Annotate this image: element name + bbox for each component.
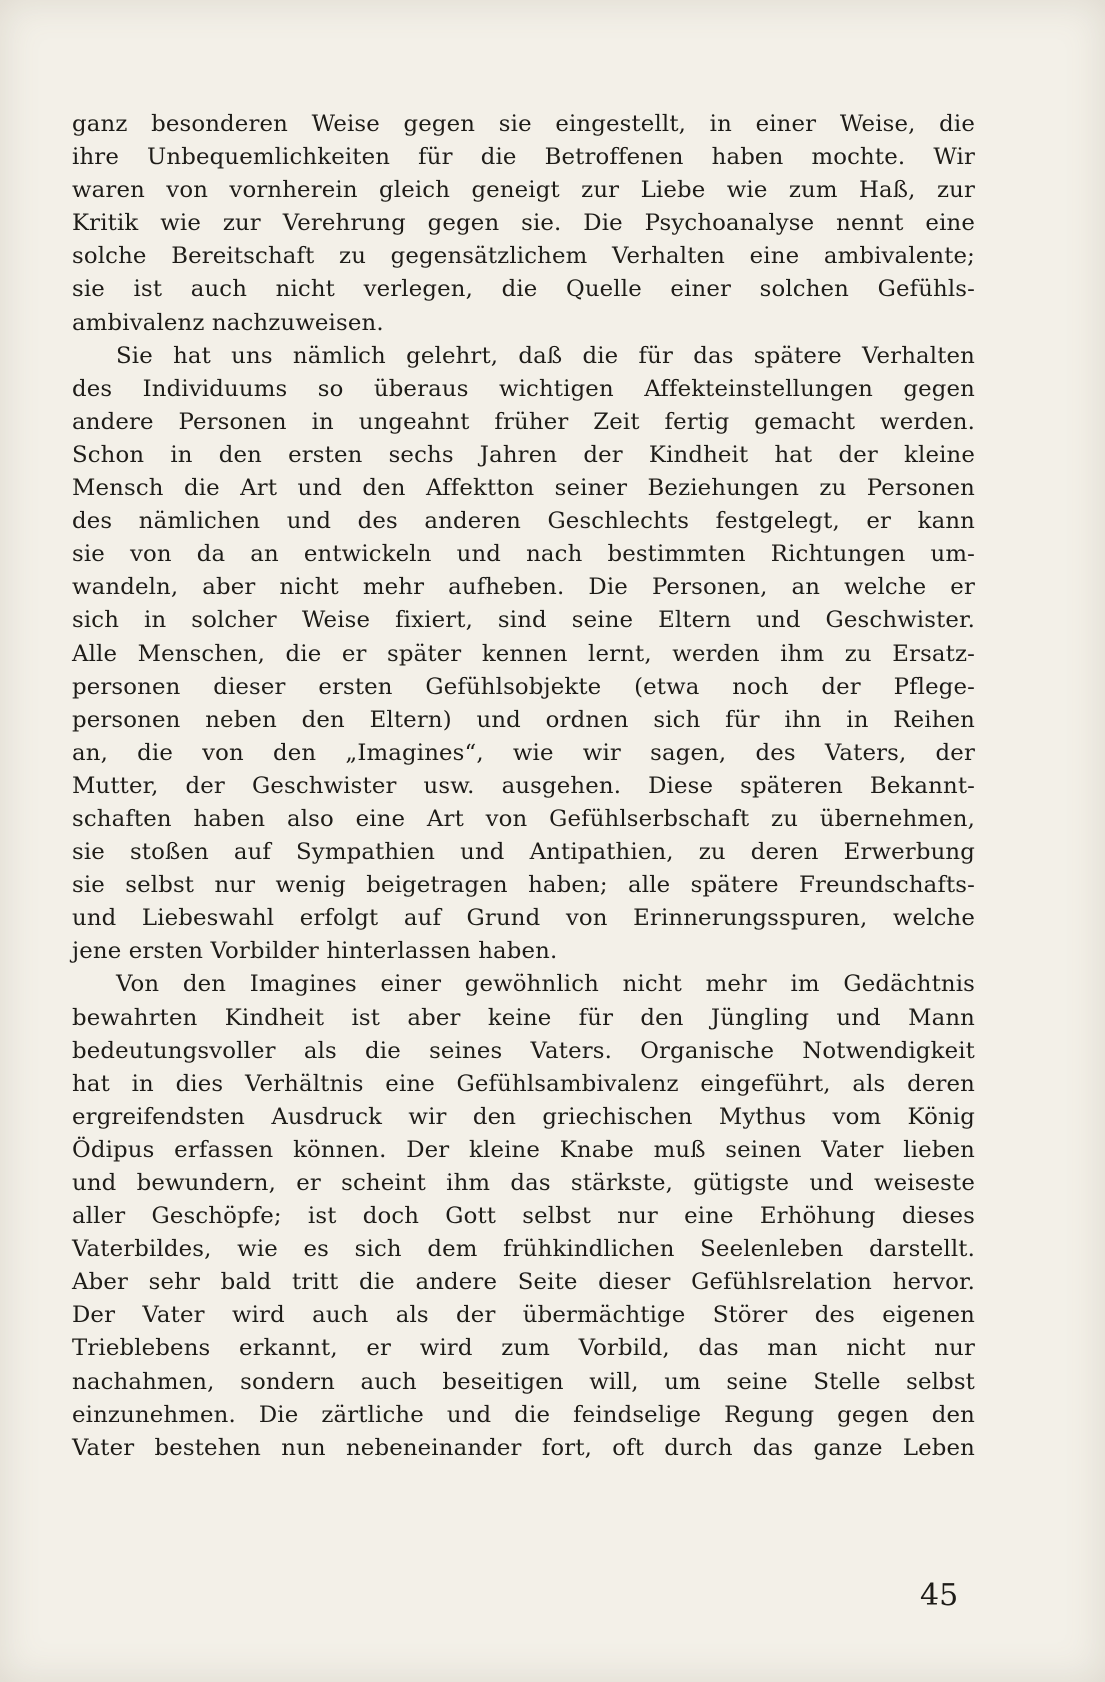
body-text [72, 108, 975, 1465]
text-line: jene ersten Vorbilder hinterlassen haben. [72, 938, 558, 965]
text-line: sie selbst nur wenig beigetragen haben; alle spätere Freundschafts- [72, 872, 975, 899]
text-line: aller Geschöpfe; ist doch Gott selbst nur eine Erhöhung dieses [72, 1203, 975, 1230]
text-line: und Liebeswahl erfolgt auf Grund von Erinnerungsspuren, welche [72, 905, 975, 932]
text-line: Mensch die Art und den Affektton seiner Beziehungen zu Personen [72, 475, 975, 502]
text-line: ganz besonderen Weise gegen sie eingestellt, in einer Weise, die [72, 111, 975, 137]
text-line: personen dieser ersten Gefühlsobjekte (etwa noch der Pflege- [72, 673, 975, 700]
text-line: bewahrten Kindheit ist aber keine für den Jüngling und Mann [72, 1004, 975, 1031]
paragraph [72, 108, 975, 340]
text-line: Mutter, der Geschwister usw. ausgehen. Diese späteren Bekannt- [72, 772, 975, 799]
text-line: Vater bestehen nun nebeneinander fort, oft durch das ganze Leben [72, 1434, 975, 1461]
text-line: solche Bereitschaft zu gegensätzlichem Verhalten eine ambivalente; [72, 243, 975, 270]
text-line: nachahmen, sondern auch beseitigen will, um seine Stelle selbst [72, 1368, 975, 1395]
text-line: und bewundern, er scheint ihm das stärkste, gütigste und weiseste [72, 1170, 975, 1196]
text-line: Kritik wie zur Verehrung gegen sie. Die Psychoanalyse nennt eine [72, 210, 975, 237]
text-line: wandeln, aber nicht mehr aufheben. Die Personen, an welche er [72, 574, 975, 601]
text-line: ergreifendsten Ausdruck wir den griechischen Mythus vom König [72, 1103, 975, 1130]
text-line: waren von vornherein gleich geneigt zur Liebe wie zum Haß, zur [72, 177, 975, 204]
text-line: Alle Menschen, die er später kennen lernt, werden ihm zu Ersatz- [72, 640, 975, 667]
text-line: sie ist auch nicht verlegen, die Quelle einer solchen Gefühls- [72, 276, 975, 303]
text-line: Aber sehr bald tritt die andere Seite dieser Gefühlsrelation hervor. [72, 1269, 975, 1296]
text-line: bedeutungsvoller als die seines Vaters. Organische Notwendigkeit [72, 1037, 975, 1064]
text-line: ambivalenz nachzuweisen. [72, 309, 384, 336]
text-line: andere Personen in ungeahnt früher Zeit fertig gemacht werden. [72, 408, 975, 435]
text-line: Schon in den ersten sechs Jahren der Kindheit hat der kleine [72, 441, 975, 468]
text-line: Vaterbildes, wie es sich dem frühkindlichen Seelenleben darstellt. [72, 1236, 975, 1263]
text-line: Sie hat uns nämlich gelehrt, daß die für das spätere Verhalten [116, 342, 975, 369]
text-line: sich in solcher Weise fixiert, sind seine Eltern und Geschwister. [72, 607, 975, 634]
text-line: einzunehmen. Die zärtliche und die feindselige Regung gegen den [72, 1401, 975, 1428]
text-line: des nämlichen und des anderen Geschlechts festgelegt, er kann [72, 508, 975, 535]
text-line: sie stoßen auf Sympathien und Antipathien, zu deren Erwerbung [72, 839, 975, 866]
page-number: 45 [920, 1578, 959, 1613]
text-line: an, die von den „Imagines“, wie wir sagen, des Vaters, der [72, 739, 975, 766]
text-line: Von den Imagines einer gewöhnlich nicht mehr im Gedächtnis [116, 971, 975, 998]
text-line: des Individuums so überaus wichtigen Affekteinstellungen gegen [72, 375, 975, 402]
text-line: Der Vater wird auch als der übermächtige Störer des eigenen [72, 1302, 975, 1329]
paragraph [72, 340, 975, 969]
text-line: schaften haben also eine Art von Gefühlserbschaft zu übernehmen, [72, 805, 975, 832]
text-line: Ödipus erfassen können. Der kleine Knabe muß seinen Vater lieben [72, 1136, 975, 1163]
text-line: ihre Unbequemlichkeiten für die Betroffenen haben mochte. Wir [72, 144, 975, 171]
paragraph [72, 968, 975, 1464]
text-line: personen neben den Eltern) und ordnen sich für ihn in Reihen [72, 706, 975, 733]
text-line: Trieblebens erkannt, er wird zum Vorbild, das man nicht nur [72, 1335, 975, 1362]
text-line: hat in dies Verhältnis eine Gefühlsambivalenz eingeführt, als deren [72, 1070, 975, 1097]
text-line: sie von da an entwickeln und nach bestimmten Richtungen um- [72, 541, 975, 568]
